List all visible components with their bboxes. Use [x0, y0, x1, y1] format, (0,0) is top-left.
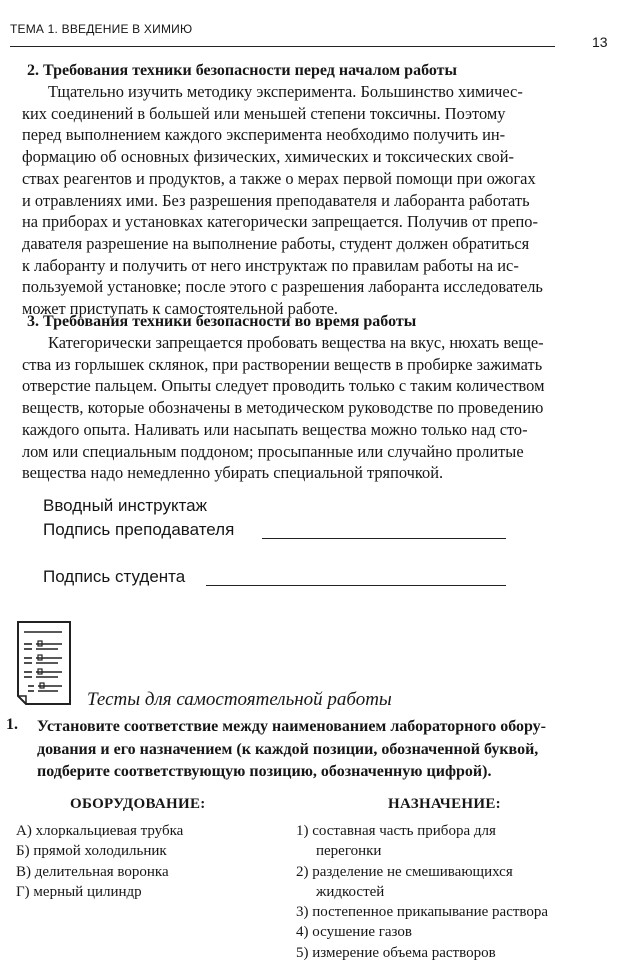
purpose-item-continuation: жидкостей [316, 883, 385, 900]
paragraph-line: Категорически запрещается пробовать вещества на вкус, нюхать веще- [48, 333, 544, 352]
paragraph-line: отверстие пальцем. Опыты следует проводить только с таким количеством [22, 376, 545, 396]
paragraph-line: ства из горлышек склянок, при растворении веществ в пробирке зажимать [22, 354, 543, 374]
section-2-paragraph [22, 81, 612, 320]
purpose-header: НАЗНАЧЕНИЕ: [388, 796, 501, 812]
paragraph-line: на приборах и установках категорически запрещается. Получив от препо- [22, 212, 538, 232]
paragraph-line: ствах реагентов и продуктов, а также о мерах первой помощи при ожогах [22, 168, 536, 188]
purpose-list [296, 821, 548, 963]
intro-briefing-label: Вводный инструктаж [43, 496, 207, 515]
checklist-icon [12, 618, 76, 708]
question-line: Установите соответствие между наименованием лабораторного обору- [37, 718, 546, 735]
equipment-item: Г) мерный цилиндр [16, 883, 142, 900]
equipment-item: Б) прямой холодильник [16, 843, 167, 860]
section-3-paragraph [22, 332, 612, 484]
student-signature-line [206, 585, 506, 586]
paragraph-line: лом или специальным поддоном; просыпанные или случайно пролитые [22, 441, 524, 461]
equipment-item: В) делительная воронка [16, 863, 169, 880]
purpose-item: 3) постепенное прикапывание раствора [296, 904, 549, 921]
paragraph-line: ких соединений в большей или меньшей степени токсичны. Поэтому [22, 103, 506, 123]
paragraph-line: может приступать к самостоятельной работе. [22, 299, 338, 319]
student-signature-label: Подпись студента [43, 567, 186, 586]
question-line: подберите соответствующую позицию, обозначенную цифрой). [37, 763, 492, 780]
tests-heading: Тесты для самостоятельной работы [87, 689, 392, 710]
paragraph-line: перед выполнением каждого эксперимента необходимо получить ин- [22, 125, 506, 145]
paragraph-line: давателя разрешение на выполнение работы, студент должен обратиться [22, 233, 530, 253]
teacher-signature-line [262, 538, 506, 539]
running-header [10, 22, 555, 47]
purpose-item-continuation: перегонки [316, 843, 382, 860]
purpose-item: 2) разделение не смешивающихся [296, 863, 513, 880]
running-title: ТЕМА 1. ВВЕДЕНИЕ В ХИМИЮ [10, 22, 193, 36]
purpose-item: 1) составная часть прибора для [296, 823, 496, 839]
paragraph-line: к лаборанту и получить от него инструктаж по правилам работы на ис- [22, 255, 519, 275]
equipment-header: ОБОРУДОВАНИЕ: [70, 796, 206, 812]
question-number: 1. [6, 716, 18, 733]
paragraph-line: и отравлениях ими. Без разрешения преподавателя и лаборанта работать [22, 190, 530, 210]
purpose-item: 4) осушение газов [296, 924, 412, 941]
paragraph-line: пользуемой установке; после этого с разрешения лаборанта исследователь [22, 277, 543, 297]
paragraph-line: каждого опыта. Наливать или насыпать вещества можно только над сто- [22, 419, 528, 439]
page-number: 13 [592, 34, 608, 50]
equipment-list [16, 821, 183, 902]
paragraph-line: вещества надо немедленно убирать специальной тряпочкой. [22, 463, 444, 483]
section-2-title: 2. Требования техники безопасности перед началом работы [27, 62, 457, 79]
purpose-item: 5) измерение объема растворов [296, 944, 496, 961]
paragraph-line: Тщательно изучить методику эксперимента. Большинство химичес- [48, 82, 523, 101]
paragraph-line: формацию об основных физических, химических и токсических свой- [22, 147, 514, 167]
question-line: дования и его назначением (к каждой позиции, обозначенной буквой, [37, 740, 539, 758]
question-text [37, 716, 617, 784]
paragraph-line: веществ, которые обозначены в методическом руководстве по проведению [22, 398, 544, 418]
section-3-title: 3. Требования техники безопасности во время работы [27, 313, 417, 330]
teacher-signature-label: Подпись преподавателя [43, 520, 235, 539]
equipment-item: А) хлоркальциевая трубка [16, 823, 184, 839]
